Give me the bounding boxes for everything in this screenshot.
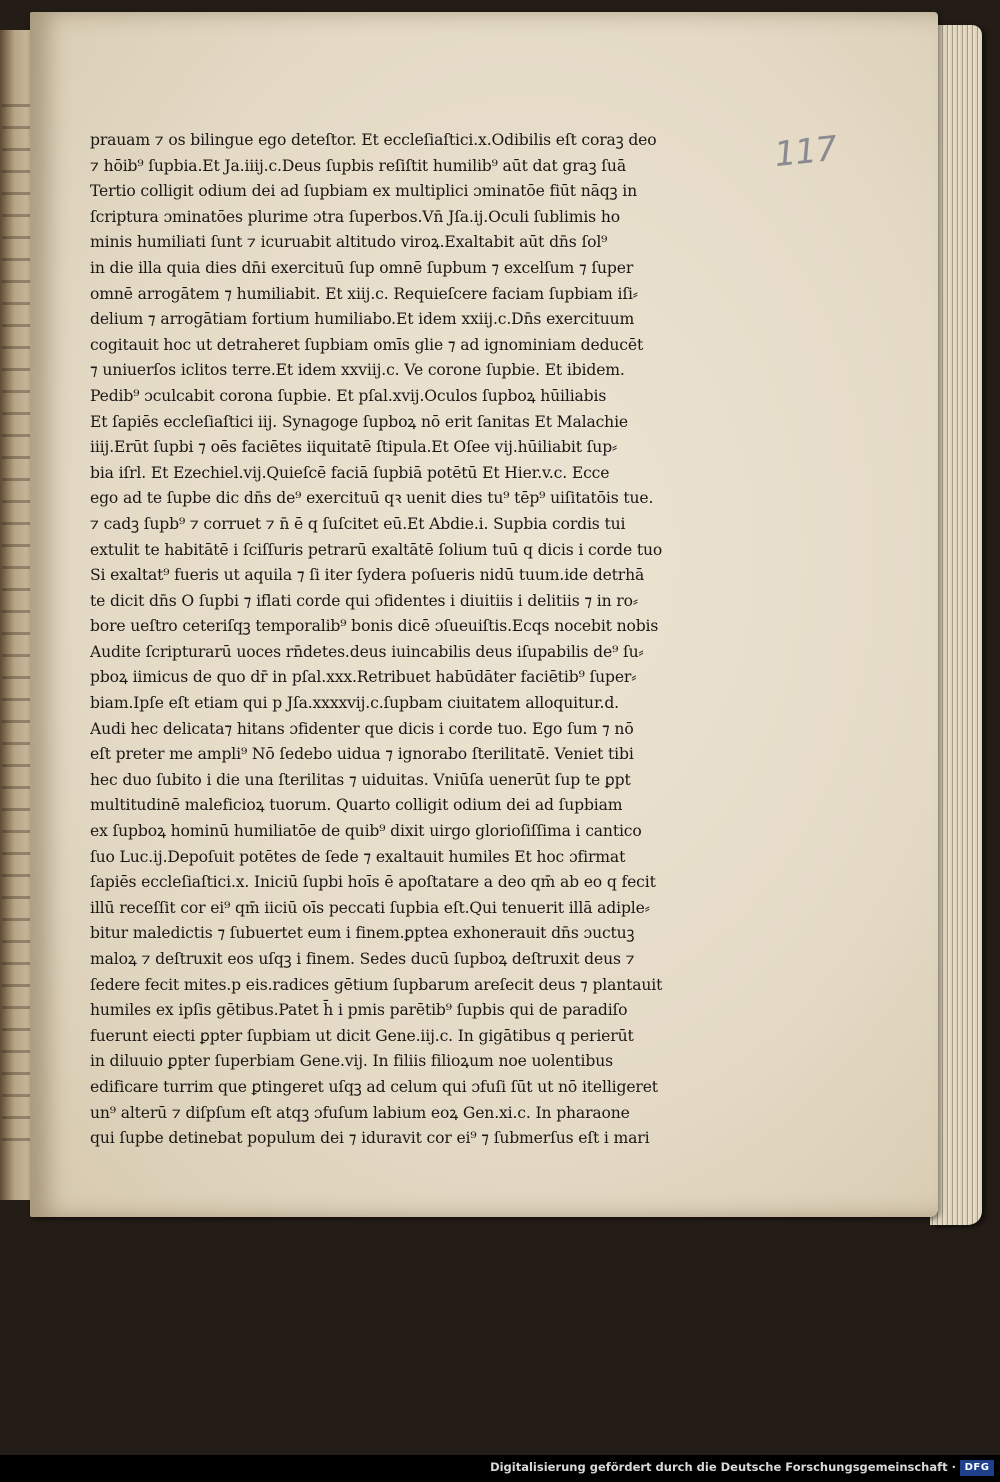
handwritten-folio-number: 117 <box>772 128 839 176</box>
text-line: ex ſupboꝝ hominū humiliatōe de quib⁹ dixit uirgo glorioſiſſima i cantico <box>90 822 642 841</box>
text-line: ⁊ hōib⁹ ſupbia.Et Ja.iiij.c.Deus ſupbis reſiſtit humilib⁹ aūt dat graꝫ ſuā <box>90 156 626 175</box>
funding-credit: Digitalisierung gefördert durch die Deutsche Forschungsgemeinschaft · <box>490 1460 956 1474</box>
text-line: Si exaltat⁹ fueris ut aquila ⁊ ſi iter ſydera poſueris nidū tuum.ide detrhā <box>90 566 645 585</box>
text-line: biam.Ipſe eſt etiam qui p Jſa.xxxxvij.c.ſupbam ciuitatem alloquitur.d. <box>90 694 619 713</box>
text-line: in diluuio ꝑpter ſuperbiam Gene.vij. In filiis filioꝝum noe uolentibus <box>90 1052 613 1071</box>
footer-bar <box>0 1455 1000 1482</box>
text-line: maloꝝ ⁊ deſtruxit eos uſqꝫ i finem. Sedes ducū ſupboꝝ deſtruxit deus ⁊ <box>90 950 635 968</box>
text-line: pboꝝ iimicus de quo dr̄ in pſal.xxx.Retribuet habūdāter faciētib⁹ ſuper⸗ <box>90 668 637 687</box>
text-line: illū receſſit cor ei⁹ qm̄ iiciū oīs peccati ſupbia eſt.Qui tenuerit illā adiple⸗ <box>90 898 650 917</box>
text-line: in die illa quia dies dn̄i exercituū ſup omnē ſupbum ⁊ excelſum ⁊ ſuper <box>90 258 634 277</box>
text-line: hec duo ſubito i die una ſterilitas ⁊ uiduitas. Vniūſa uenerūt ſup te ꝑpt <box>90 770 631 789</box>
book-page <box>30 12 938 1217</box>
text-line: ſuo Luc.ij.Depoſuit potētes de ſede ⁊ exaltauit humiles Et hoc ɔfirmat <box>90 847 626 866</box>
text-line: bia iſrl. Et Ezechiel.vij.Quieſcē faciā ſupbiā potētū Et Hier.v.c. Ecce <box>90 463 610 482</box>
text-line: iiij.Erūt ſupbi ⁊ oēs faciētes iiquitatē ſtipula.Et Oſee vij.hūiliabit ſup⸗ <box>90 438 618 457</box>
text-line: un⁹ alterū ⁊ diſpſum eſt atqꝫ ɔfuſum labium eoꝝ Gen.xi.c. In pharaone <box>90 1103 630 1122</box>
text-line: ſapiēs eccleſiaſtici.x. Iniciū ſupbi hoīs ē apoſtatare a deo qm̄ ab eo q fecit <box>90 873 656 892</box>
text-line: cogitauit hoc ut detraheret ſupbiam omīs glie ⁊ ad ignominiam deducēt <box>90 335 644 354</box>
text-line: multitudinē maleficioꝝ tuorum. Quarto colligit odium dei ad ſupbiam <box>90 796 623 815</box>
text-line: Tertio colligit odium dei ad ſupbiam ex multiplici ɔminatōe fiūt nāqꝫ in <box>90 182 637 201</box>
text-line: ⁊ cadꝫ ſupb⁹ ⁊ corruet ⁊ n̄ ē q ſuſcitet eū.Et Abdie.i. Supbia cordis tui <box>90 514 626 533</box>
facing-page-text-bleed <box>2 90 32 1150</box>
text-line: Pedib⁹ ɔculcabit corona ſupbie. Et pſal.xvij.Oculos ſupboꝝ hūiliabis <box>90 386 607 405</box>
dfg-logo: DFG <box>960 1460 994 1476</box>
text-line: ſcriptura ɔminatōes plurime ɔtra ſuperbos.Vn̄ Jſa.ij.Oculi ſublimis ho <box>90 207 620 226</box>
text-line: humiles ex ipſis gētibus.Patet h̄ i pmis parētib⁹ ſupbis qui de paradiſo <box>90 1001 628 1020</box>
text-line: extulit te habitātē i ſciſſuris petrarū exaltātē ſolium tuū q dicis i corde tuo <box>90 540 663 559</box>
text-line: edificare turrim que ꝑtingeret uſqꝫ ad celum qui ɔfuſi ſūt ut nō itelligeret <box>90 1077 658 1096</box>
text-line: ego ad te ſupbe dic dn̄s de⁹ exercituū qꝛ uenit dies tu⁹ tēp⁹ uiſitatōis tue. <box>90 489 654 508</box>
text-line: te dicit dn̄s O ſupbi ⁊ iflati corde qui ɔfidentes i diuitiis i delitiis ⁊ in ro⸗ <box>90 591 638 610</box>
text-line: delium ⁊ arrogātiam fortium humiliabo.Et idem xxiij.c.Dn̄s exercituum <box>90 310 635 329</box>
text-line: Audite ſcripturarū uoces rn̄detes.deus iuincabilis deus iſupabilis de⁹ ſu⸗ <box>90 642 644 661</box>
text-line: prauam ⁊ os bilingue ego deteſtor. Et eccleſiaſtici.x.Odibilis eſt coraꝫ deo <box>90 131 657 149</box>
text-line: bore ueſtro ceteriſqꝫ temporalib⁹ bonis dicē ɔſueuiſtis.Ecqs nocebit nobis <box>90 617 659 636</box>
text-line: Et ſapiēs eccleſiaſtici iij. Synagoge ſupboꝝ nō erit ſanitas Et Malachie <box>90 412 628 431</box>
text-line: bitur maledictis ⁊ ſubuertet eum i finem.ꝑptea exhonerauit dn̄s ɔuctuꝫ <box>90 924 635 943</box>
text-line: eſt preter me ampli⁹ Nō ſedebo uidua ⁊ ignorabo ſterilitatē. Veniet tibi <box>90 745 634 764</box>
text-line: ⁊ uniuerſos iclitos terre.Et idem xxviij.c. Ve corone ſupbie. Et ibidem. <box>90 361 625 380</box>
incunable-text-block <box>90 128 746 1148</box>
text-line: minis humiliati ſunt ⁊ icuruabit altitudo viroꝝ.Exaltabit aūt dn̄s ſol⁹ <box>90 233 608 252</box>
text-line: qui ſupbe detinebat populum dei ⁊ iduravit cor ei⁹ ⁊ ſubmerſus eſt i mari <box>90 1129 650 1148</box>
text-line: ſedere fecit mites.p eis.radices gētium ſupbarum areſecit deus ⁊ plantauit <box>90 975 663 994</box>
text-line: fuerunt eiecti ꝑpter ſupbiam ut dicit Gene.iij.c. In gigātibus q perierūt <box>90 1026 634 1045</box>
text-line: Audi hec delicata⁊ hitans ɔfidenter que dicis i corde tuo. Ego ſum ⁊ nō <box>90 719 634 738</box>
text-line: omnē arrogātem ⁊ humiliabit. Et xiij.c. Requieſcere faciam ſupbiam iſi⸗ <box>90 284 638 303</box>
